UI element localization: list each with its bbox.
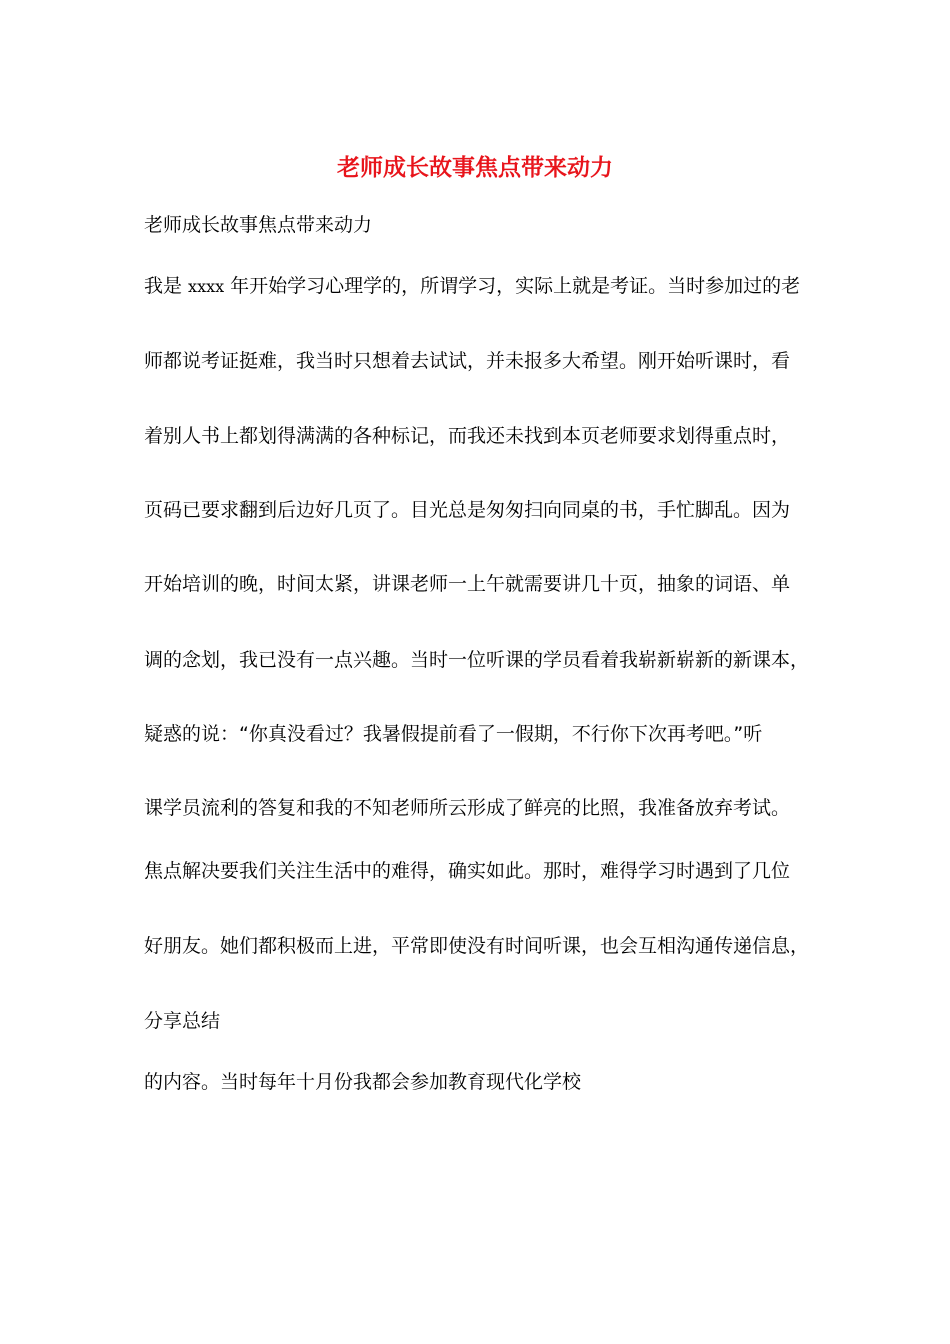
line-1-year-placeholder: xxxx	[188, 277, 225, 296]
paragraph-line-7: 疑惑的说：“你真没看过？我暑假提前看了一假期，不行你下次再考吧。”听	[144, 723, 763, 745]
paragraph-line-10: 好朋友。她们都积极而上进，平常即使没有时间听课，也会互相沟通传递信息，	[144, 935, 810, 957]
paragraph-line-11: 分享总结	[144, 1010, 221, 1032]
paragraph-line-8: 课学员流利的答复和我的不知老师所云形成了鲜亮的比照，我准备放弃考试。	[144, 797, 791, 819]
paragraph-line-4: 页码已要求翻到后边好几页了。目光总是匆匆扫向同桌的书，手忙脚乱。因为	[144, 499, 791, 521]
paragraph-line-2: 师都说考证挺难，我当时只想着去试试，并未报多大希望。刚开始听课时，看	[144, 350, 791, 372]
paragraph-line-6: 调的念划，我已没有一点兴趣。当时一位听课的学员看着我崭新崭新的新课本，	[144, 649, 810, 671]
paragraph-line-12: 的内容。当时每年十月份我都会参加教育现代化学校	[144, 1071, 582, 1093]
paragraph-line-3: 着别人书上都划得满满的各种标记，而我还未找到本页老师要求划得重点时，	[144, 425, 791, 447]
document-subtitle: 老师成长故事焦点带来动力	[144, 214, 373, 236]
paragraph-line-9: 焦点解决要我们关注生活中的难得，确实如此。那时，难得学习时遇到了几位	[144, 860, 791, 882]
paragraph-line-1	[144, 271, 800, 302]
paragraph-line-5: 开始培训的晚，时间太紧，讲课老师一上午就需要讲几十页，抽象的词语、单	[144, 573, 791, 595]
document-title: 老师成长故事焦点带来动力	[337, 154, 613, 181]
line-1-text-before: 我是	[144, 275, 189, 297]
line-1-text-after: 年开始学习心理学的，所谓学习，实际上就是考证。当时参加过的老	[224, 275, 801, 297]
